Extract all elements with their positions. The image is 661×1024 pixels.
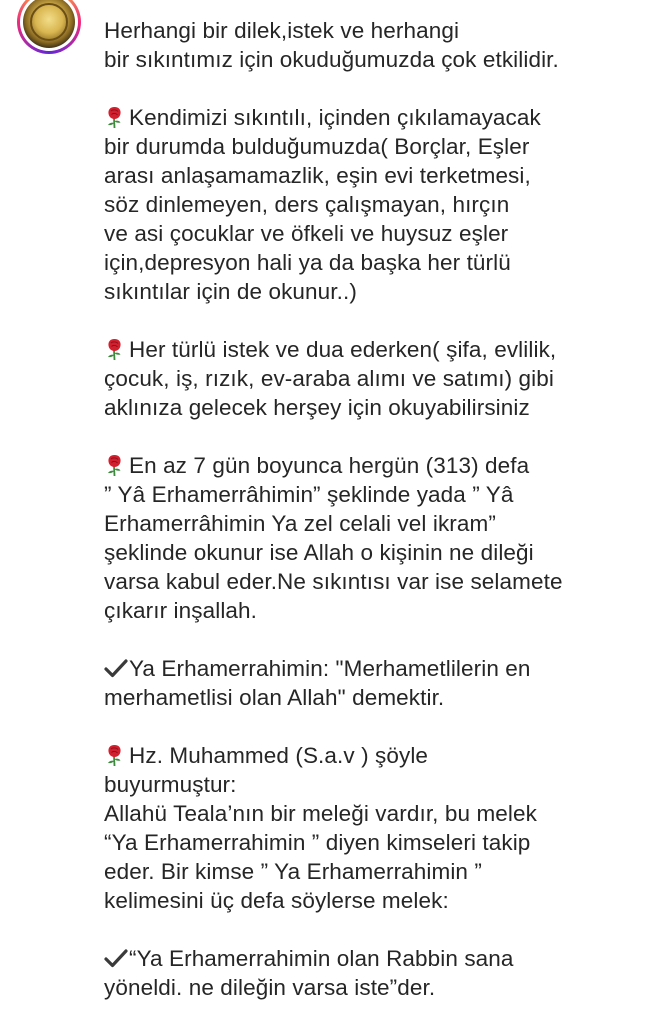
rose-icon (104, 105, 125, 129)
caption-text: buyurmuştur: (104, 772, 237, 797)
caption-text: çıkarır inşallah. (104, 598, 258, 623)
caption-text: Hz. Muhammed (S.a.v ) şöyle (129, 743, 429, 768)
caption-line (104, 219, 649, 248)
caption-text: Erhamerrâhimin Ya zel celali vel ikram” (104, 511, 496, 536)
caption-line (104, 248, 649, 277)
rose-icon (104, 453, 125, 477)
caption-text: varsa kabul eder.Ne sıkıntısı var ise selamete (104, 569, 563, 594)
caption-line (104, 770, 649, 799)
caption-text: Ya Erhamerrahimin: "Merhametlilerin en (129, 656, 531, 681)
caption-text: Allahü Teala’nın bir meleği vardır, bu melek (104, 801, 537, 826)
caption-line (104, 799, 649, 828)
rose-icon (104, 743, 125, 767)
caption-line (104, 567, 649, 596)
caption-line (104, 190, 649, 219)
caption-paragraph (104, 944, 649, 1002)
caption-text: sıkıntılar için de okunur..) (104, 279, 357, 304)
caption-text: şeklinde okunur ise Allah o kişinin ne dileği (104, 540, 534, 565)
caption-line (104, 886, 649, 915)
caption-line (104, 364, 649, 393)
caption-line (104, 509, 649, 538)
caption-paragraph (104, 654, 649, 712)
caption-line (104, 538, 649, 567)
caption-paragraph (104, 103, 649, 306)
caption-text: Kendimizi sıkıntılı, içinden çıkılamayacak (129, 105, 541, 130)
caption-text: Her türlü istek ve dua ederken( şifa, evlilik, (129, 337, 557, 362)
caption-text: bir durumda bulduğumuzda( Borçlar, Eşler (104, 134, 530, 159)
caption-text: ve asi çocuklar ve öfkeli ve huysuz eşler (104, 221, 509, 246)
caption-text: kelimesini üç defa söylerse melek: (104, 888, 449, 913)
caption-paragraph (104, 741, 649, 915)
caption-line (104, 132, 649, 161)
caption-line (104, 161, 649, 190)
caption-text: eder. Bir kimse ” Ya Erhamerrahimin ” (104, 859, 482, 884)
caption-paragraph (104, 16, 649, 74)
caption-line (104, 45, 649, 74)
caption-line (104, 335, 649, 364)
caption-paragraph (104, 451, 649, 625)
caption-line (104, 973, 649, 1002)
caption-text: arası anlaşamamazlik, eşin evi terketmesi, (104, 163, 531, 188)
post-caption (104, 16, 649, 1002)
caption-line (104, 451, 649, 480)
caption-line (104, 393, 649, 422)
caption-line (104, 277, 649, 306)
caption-text: ” Yâ Erhamerrâhimin” şeklinde yada ” Yâ (104, 482, 514, 507)
caption-text: Herhangi bir dilek,istek ve herhangi (104, 18, 460, 43)
caption-paragraph (104, 335, 649, 422)
caption-text: “Ya Erhamerrahimin olan Rabbin sana (129, 946, 514, 971)
caption-line (104, 828, 649, 857)
caption-text: aklınıza gelecek herşey için okuyabilirsiniz (104, 395, 530, 420)
caption-text: “Ya Erhamerrahimin ” diyen kimseleri takip (104, 830, 531, 855)
caption-line (104, 654, 649, 683)
caption-text: yöneldi. ne dileğin varsa iste”der. (104, 975, 436, 1000)
caption-line (104, 480, 649, 509)
check-icon (104, 656, 128, 676)
avatar-image (23, 0, 75, 48)
caption-text: En az 7 gün boyunca hergün (313) defa (129, 453, 530, 478)
caption-line (104, 103, 649, 132)
caption-line (104, 16, 649, 45)
caption-line (104, 944, 649, 973)
caption-line (104, 857, 649, 886)
caption-text: söz dinlemeyen, ders çalışmayan, hırçın (104, 192, 510, 217)
caption-line (104, 596, 649, 625)
caption-text: merhametlisi olan Allah" demektir. (104, 685, 445, 710)
caption-text: bir sıkıntımız için okuduğumuzda çok etkilidir. (104, 47, 559, 72)
caption-text: çocuk, iş, rızık, ev-araba alımı ve satımı) gibi (104, 366, 554, 391)
rose-icon (104, 337, 125, 361)
caption-line (104, 683, 649, 712)
caption-text: için,depresyon hali ya da başka her türlü (104, 250, 511, 275)
profile-avatar[interactable] (17, 0, 81, 54)
check-icon (104, 946, 128, 966)
caption-line (104, 741, 649, 770)
